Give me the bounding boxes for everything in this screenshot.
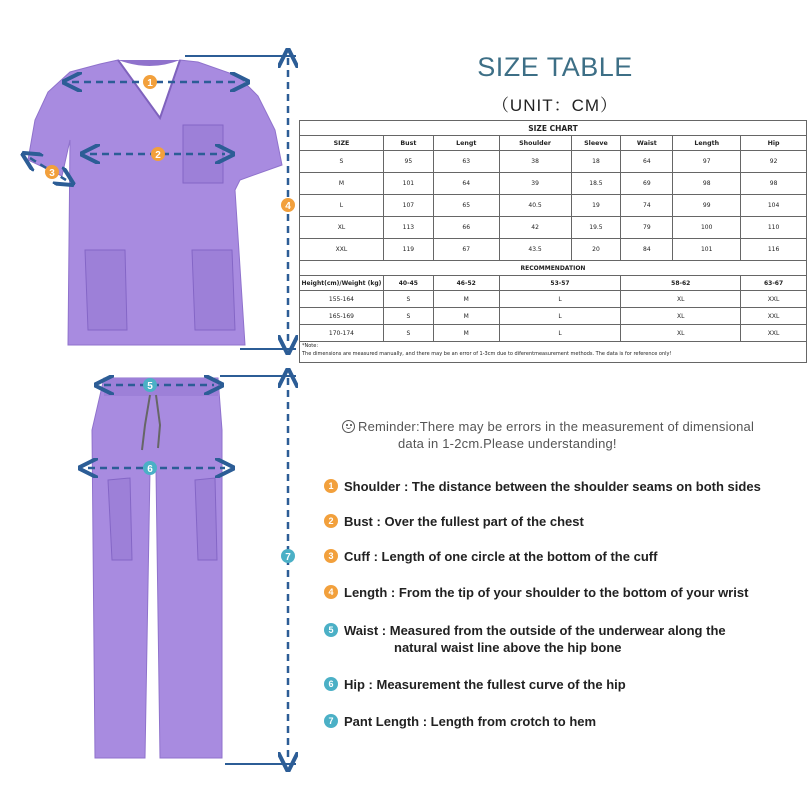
- table-cell: 110: [741, 217, 807, 239]
- table-cell: M: [433, 291, 499, 308]
- table-cell: 165-169: [300, 308, 384, 325]
- marker-2: [151, 147, 165, 161]
- table-cell: XL: [300, 217, 384, 239]
- table-cell: S: [300, 151, 384, 173]
- recommendation-header-row: [300, 276, 807, 291]
- reminder-line-1: Reminder:There may be errors in the measurement of dimensional: [358, 419, 755, 434]
- note-label: *Note:: [302, 343, 319, 349]
- number-badge-5: 5: [324, 623, 338, 637]
- note-text: The dimensions are measured manually, and there may be an error of 1-3cm due to diferentmeasurement methods. The data is for reference only!: [302, 351, 672, 357]
- table-cell: 67: [433, 239, 499, 261]
- table-cell: 170-174: [300, 325, 384, 342]
- instruction-shoulder: [324, 478, 794, 495]
- table-row: [300, 151, 807, 173]
- table-cell: 40.5: [499, 195, 571, 217]
- table-cell: S: [383, 291, 433, 308]
- recommendation-header-cell: Height(cm)/Weight (kg): [300, 276, 384, 291]
- table-cell: 84: [621, 239, 673, 261]
- table-row: [300, 239, 807, 261]
- number-badge-3: 3: [324, 549, 338, 563]
- smiley-icon: [342, 420, 355, 433]
- table-cell: 74: [621, 195, 673, 217]
- table-cell: 95: [383, 151, 433, 173]
- table-cell: 43.5: [499, 239, 571, 261]
- table-cell: 64: [433, 173, 499, 195]
- table-cell: 20: [571, 239, 621, 261]
- size-chart-header-cell: SIZE: [300, 136, 384, 151]
- instruction-cuff: [324, 548, 794, 565]
- table-cell: 113: [383, 217, 433, 239]
- instruction-text: Shoulder : The distance between the shoulder seams on both sides: [344, 479, 761, 494]
- instruction-text: Hip : Measurement the fullest curve of the hip: [344, 677, 626, 692]
- table-cell: XXL: [741, 291, 807, 308]
- table-cell: 100: [673, 217, 741, 239]
- number-badge-6: 6: [324, 677, 338, 691]
- table-cell: L: [499, 325, 621, 342]
- svg-text:3: 3: [49, 168, 55, 179]
- size-chart-caption: SIZE CHART: [300, 121, 807, 136]
- marker-3: [45, 165, 59, 179]
- svg-text:5: 5: [147, 381, 153, 392]
- marker-6: [143, 461, 157, 475]
- recommendation-caption: RECOMMENDATION: [300, 261, 807, 276]
- number-badge-1: 1: [324, 479, 338, 493]
- instruction-text: Length : From the tip of your shoulder to the bottom of your wrist: [344, 585, 749, 600]
- scrubs-illustration: [0, 0, 300, 812]
- table-cell: M: [433, 325, 499, 342]
- number-badge-7: 7: [324, 714, 338, 728]
- size-chart-header-cell: Bust: [383, 136, 433, 151]
- marker-1: [143, 75, 157, 89]
- table-cell: 79: [621, 217, 673, 239]
- table-cell: 116: [741, 239, 807, 261]
- table-cell: 18: [571, 151, 621, 173]
- table-cell: M: [300, 173, 384, 195]
- table-row: [300, 173, 807, 195]
- table-cell: 119: [383, 239, 433, 261]
- svg-text:7: 7: [285, 552, 291, 563]
- table-cell: 98: [741, 173, 807, 195]
- table-cell: 64: [621, 151, 673, 173]
- svg-text:6: 6: [147, 464, 153, 475]
- svg-text:2: 2: [155, 150, 161, 161]
- table-cell: 63: [433, 151, 499, 173]
- table-row: [300, 291, 807, 308]
- recommendation-header-cell: 63-67: [741, 276, 807, 291]
- table-cell: S: [383, 325, 433, 342]
- note-cell: [300, 342, 807, 363]
- table-cell: 98: [673, 173, 741, 195]
- instruction-text: Pant Length : Length from crotch to hem: [344, 714, 597, 729]
- table-cell: 18.5: [571, 173, 621, 195]
- table-row: [300, 217, 807, 239]
- table-cell: 101: [383, 173, 433, 195]
- marker-7: [281, 549, 295, 563]
- instruction-text: Bust : Over the fullest part of the chest: [344, 514, 584, 529]
- marker-4: [281, 198, 295, 212]
- table-cell: L: [300, 195, 384, 217]
- table-cell: XL: [621, 325, 741, 342]
- recommendation-header-cell: 53-57: [499, 276, 621, 291]
- instruction-length: [324, 584, 794, 601]
- table-cell: XL: [621, 291, 741, 308]
- table-row: [300, 308, 807, 325]
- size-chart-header-cell: Hip: [741, 136, 807, 151]
- number-badge-2: 2: [324, 514, 338, 528]
- table-cell: 92: [741, 151, 807, 173]
- size-chart-header-cell: Waist: [621, 136, 673, 151]
- reminder: [342, 418, 782, 452]
- table-cell: XXL: [300, 239, 384, 261]
- size-table-title: SIZE TABLE: [477, 52, 633, 82]
- svg-text:4: 4: [285, 201, 291, 212]
- table-cell: M: [433, 308, 499, 325]
- instruction-text-continued: natural waist line above the hip bone: [394, 640, 622, 655]
- number-badge-4: 4: [324, 585, 338, 599]
- table-cell: 19: [571, 195, 621, 217]
- table-cell: XXL: [741, 325, 807, 342]
- scrub-pants: [92, 378, 222, 758]
- scrub-top: [28, 60, 282, 345]
- recommendation-header-cell: 40-45: [383, 276, 433, 291]
- unit-label: （UNIT：CM）: [491, 96, 619, 115]
- table-cell: 107: [383, 195, 433, 217]
- marker-5: [143, 378, 157, 392]
- size-chart-header-cell: Lengt: [433, 136, 499, 151]
- table-cell: 101: [673, 239, 741, 261]
- instruction-text: Cuff : Length of one circle at the bottom of the cuff: [344, 549, 658, 564]
- instruction-bust: [324, 513, 794, 530]
- instruction-pant-length: [324, 713, 794, 730]
- table-cell: 39: [499, 173, 571, 195]
- table-cell: 69: [621, 173, 673, 195]
- instruction-waist: [324, 622, 794, 656]
- table-cell: XL: [621, 308, 741, 325]
- instruction-text: Waist : Measured from the outside of the underwear along the: [344, 623, 726, 638]
- size-chart-header-row: [300, 136, 807, 151]
- recommendation-header-cell: 58-62: [621, 276, 741, 291]
- size-chart-header-cell: Sleeve: [571, 136, 621, 151]
- table-row: [300, 195, 807, 217]
- table-cell: 42: [499, 217, 571, 239]
- reminder-line-2: data in 1-2cm.Please understanding!: [398, 436, 617, 451]
- table-cell: XXL: [741, 308, 807, 325]
- table-cell: L: [499, 291, 621, 308]
- table-cell: 104: [741, 195, 807, 217]
- recommendation-header-cell: 46-52: [433, 276, 499, 291]
- table-cell: 99: [673, 195, 741, 217]
- size-chart-header-cell: Shoulder: [499, 136, 571, 151]
- table-cell: 38: [499, 151, 571, 173]
- instruction-hip: [324, 676, 794, 693]
- size-chart-table: [299, 120, 807, 363]
- table-cell: 66: [433, 217, 499, 239]
- table-cell: 97: [673, 151, 741, 173]
- table-cell: S: [383, 308, 433, 325]
- table-cell: L: [499, 308, 621, 325]
- size-chart-header-cell: Length: [673, 136, 741, 151]
- table-cell: 65: [433, 195, 499, 217]
- table-row: [300, 325, 807, 342]
- svg-text:1: 1: [147, 78, 153, 89]
- table-cell: 19.5: [571, 217, 621, 239]
- table-cell: 155-164: [300, 291, 384, 308]
